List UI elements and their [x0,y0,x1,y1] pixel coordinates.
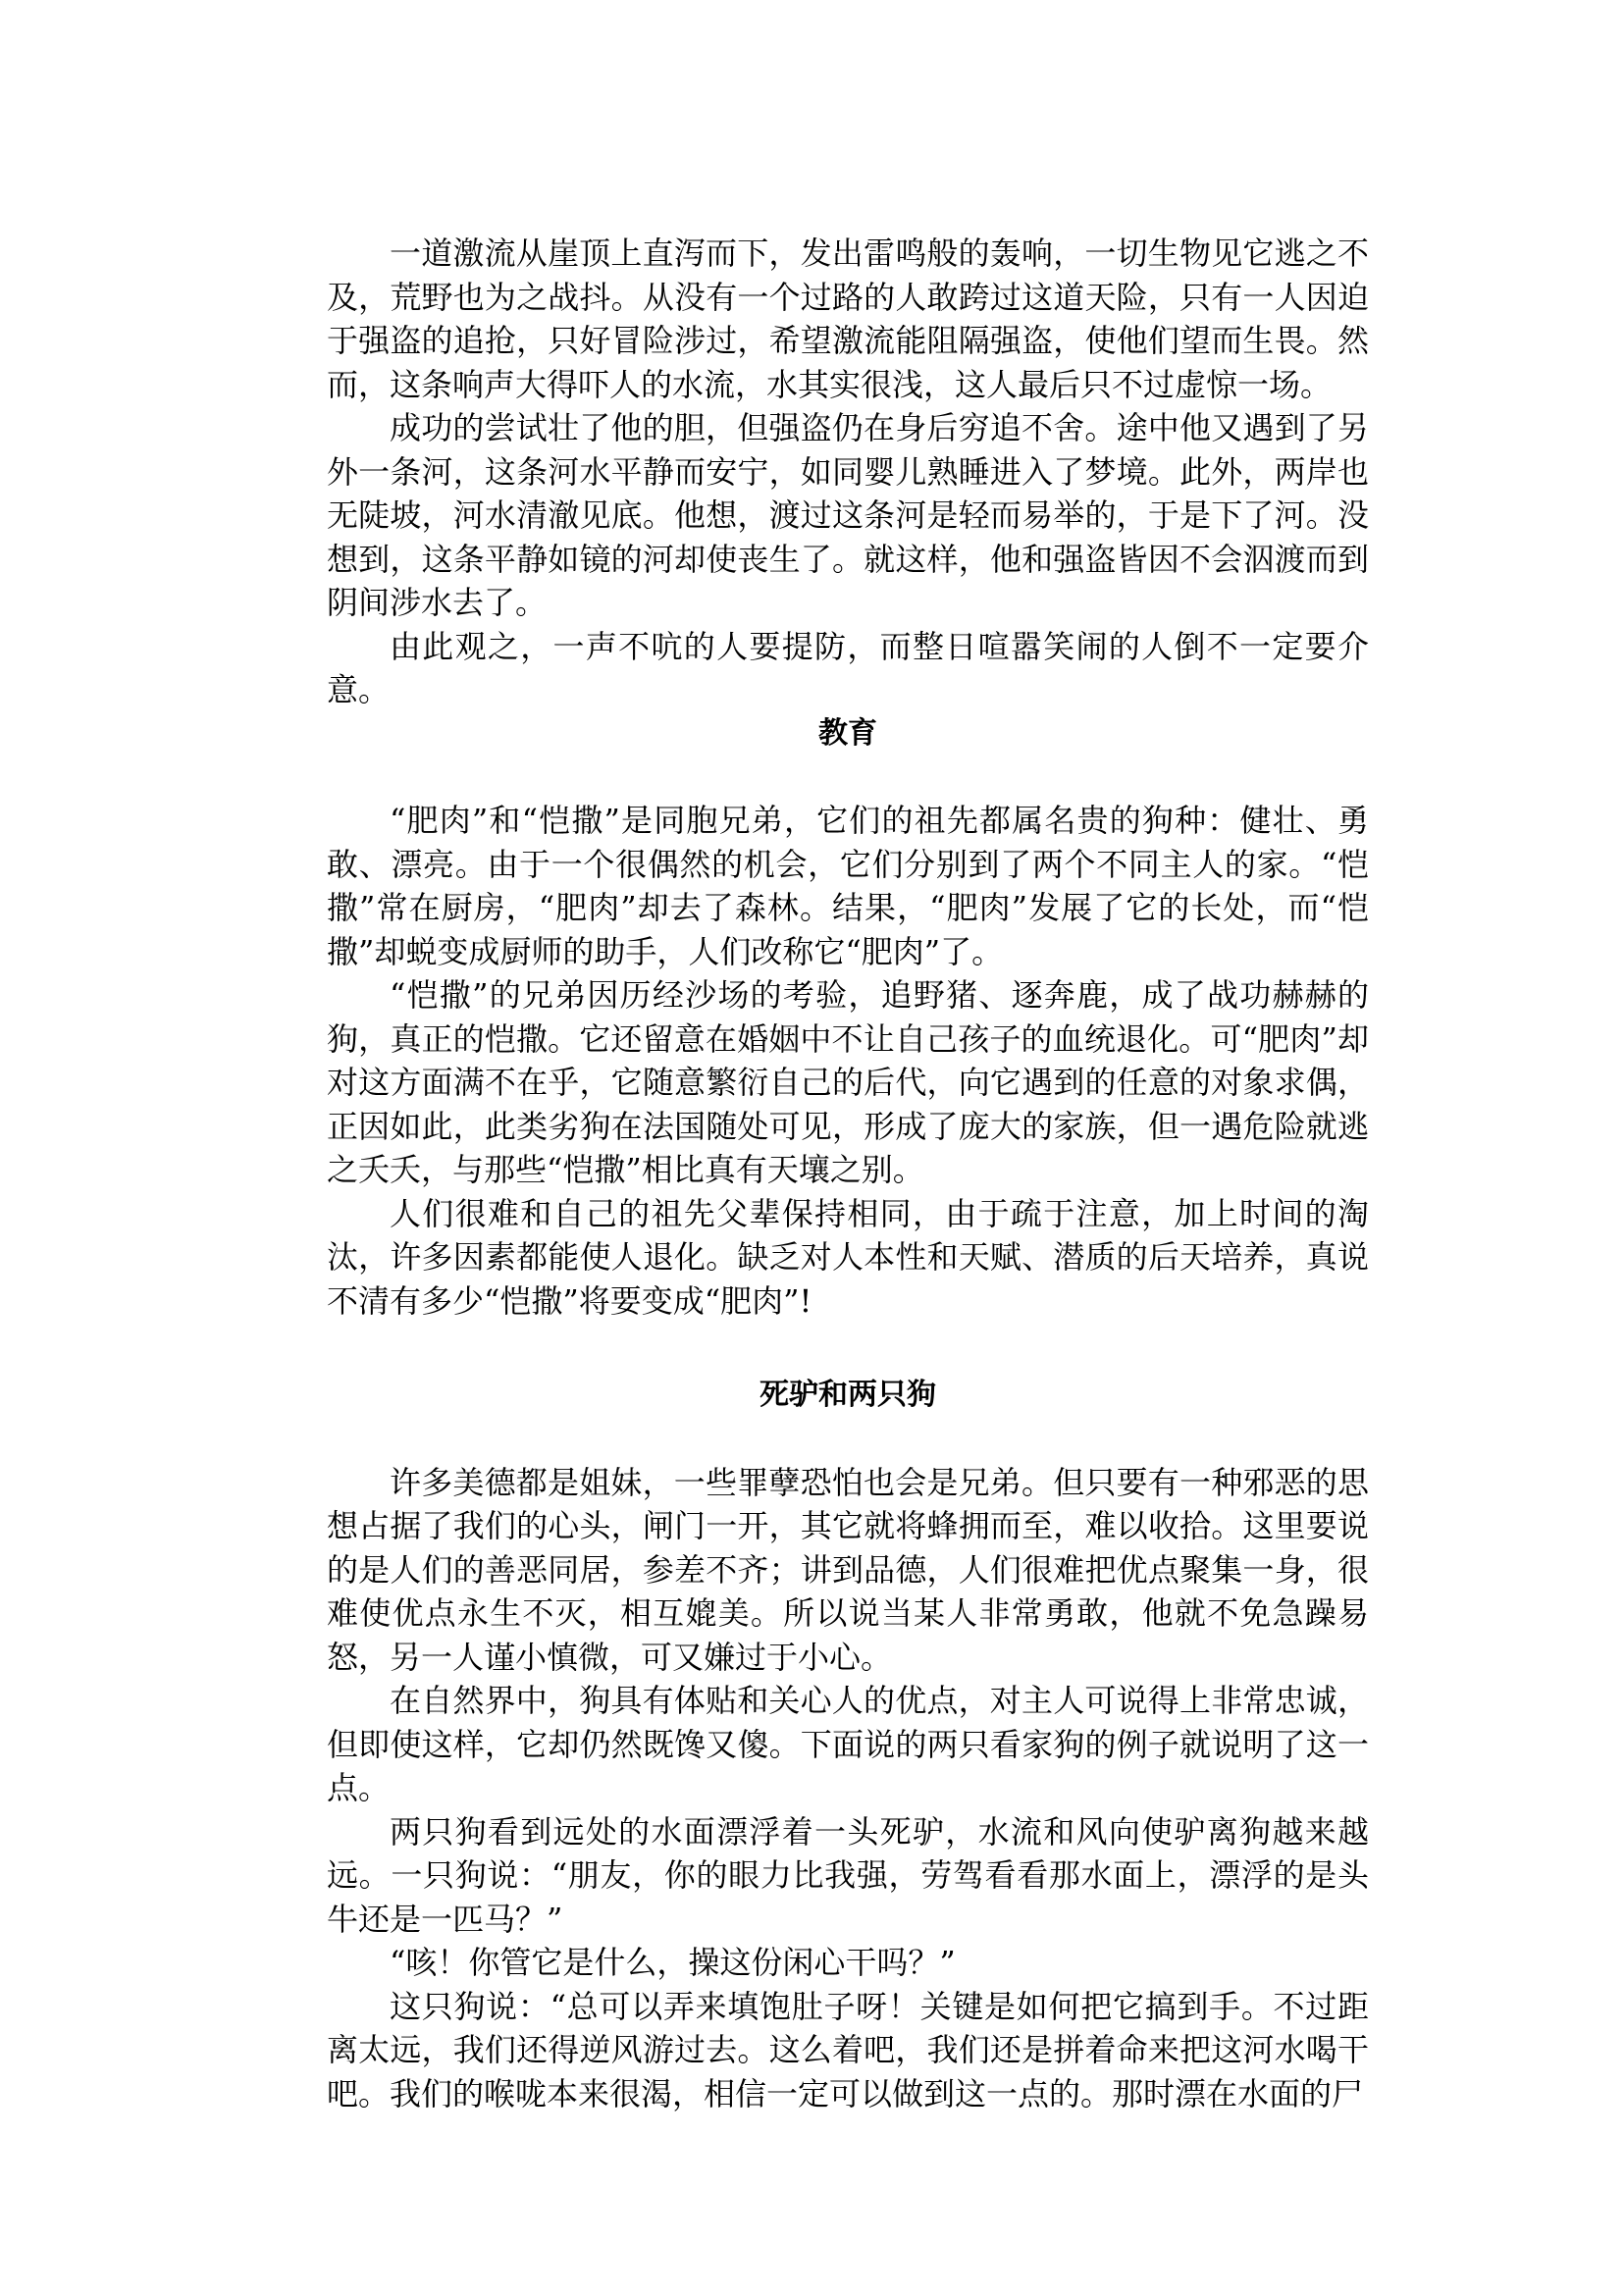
paragraph: “肥肉”和“恺撒”是同胞兄弟，它们的祖先都属名贵的狗种：健壮、勇敢、漂亮。由于一个很偶然的机会，它们分别到了两个不同主人的家。“恺撒”常在厨房，“肥肉”却去了森林。结果，“肥肉”发展了它的长处，而“恺撒”却蜕变成厨师的助手，人们改称它“肥肉”了。 [327,802,1369,970]
spacer [327,756,1369,799]
story-torrent-and-river [327,232,1369,712]
paragraph: 一道激流从崖顶上直泻而下，发出雷鸣般的轰响，一切生物见它逃之不及，荒野也为之战抖。从没有一个过路的人敢跨过这道天险，只有一人因迫于强盗的追抢，只好冒险涉过，希望激流能阻隔强盗，使他们望而生畏。然而，这条响声大得吓人的水流，水其实很浅，这人最后只不过虚惊一场。 [327,235,1369,403]
spacer [327,1418,1369,1461]
paragraph: 许多美德都是姐妹，一些罪孽恐怕也会是兄弟。但只要有一种邪恶的思想占据了我们的心头，闸门一开，其它就将蜂拥而至，难以收拾。这里要说的是人们的善恶同居，参差不齐；讲到品德，人们很难把优点聚集一身，很难使优点永生不灭，相互媲美。所以说当某人非常勇敢，他就不免急躁易怒，另一人谨小慎微，可又嫌过于小心。 [327,1463,1369,1676]
paragraph: “恺撒”的兄弟因历经沙场的考验，追野猪、逐奔鹿，成了战功赫赫的狗，真正的恺撒。它还留意在婚姻中不让自己孩子的血统退化。可“肥肉”却对这方面满不在乎，它随意繁衍自己的后代，向它遇到的任意的对象求偶，正因如此，此类劣狗在法国随处可见，形成了庞大的家族，但一遇危险就逃之夭夭，与那些“恺撒”相比真有天壤之别。 [327,976,1369,1188]
paragraph: 这只狗说：“总可以弄来填饱肚子呀！关键是如何把它搞到手。不过距离太远，我们还得逆风游过去。这么着吧，我们还是拼着命来把这河水喝干吧。我们的喉咙本来很渴，相信一定可以做到这一点的。那时漂在水面的尸 [327,1987,1369,2112]
paragraph: 两只狗看到远处的水面漂浮着一头死驴，水流和风向使驴离狗越来越远。一只狗说：“朋友，你的眼力比我强，劳驾看看那水面上，漂浮的是头牛还是一匹马？” [327,1812,1369,1938]
story-education [327,712,1369,1324]
spacer [327,1323,1369,1374]
story-dead-donkey-and-two-dogs [327,1374,1369,2115]
document-page [327,232,1369,2115]
paragraph: 成功的尝试壮了他的胆，但强盗仍在身后穷追不舍。途中他又遇到了另外一条河，这条河水平静而安宁，如同婴儿熟睡进入了梦境。此外，两岸也无陡坡，河水清澈见底。他想，渡过这条河是轻而易举的，于是下了河。没想到，这条平静如镜的河却使丧生了。就这样，他和强盗皆因不会泅渡而到阴间涉水去了。 [327,409,1369,621]
paragraph: “咳！你管它是什么，操这份闲心干吗？” [390,1944,956,1981]
paragraph: 由此观之，一声不吭的人要提防，而整日喧嚣笑闹的人倒不一定要介意。 [327,627,1369,708]
paragraph: 在自然界中，狗具有体贴和关心人的优点，对主人可说得上非常忠诚，但即使这样，它却仍然既馋又傻。下面说的两只看家狗的例子就说明了这一点。 [327,1682,1369,1806]
story-title: 死驴和两只狗 [760,1378,936,1412]
paragraph: 人们很难和自己的祖先父辈保持相同，由于疏于注意，加上时间的淘汰，许多因素都能使人退化。缺乏对人本性和天赋、潜质的后天培养，真说不清有多少“恺撒”将要变成“肥肉”! [327,1194,1369,1320]
story-title: 教育 [818,715,877,751]
